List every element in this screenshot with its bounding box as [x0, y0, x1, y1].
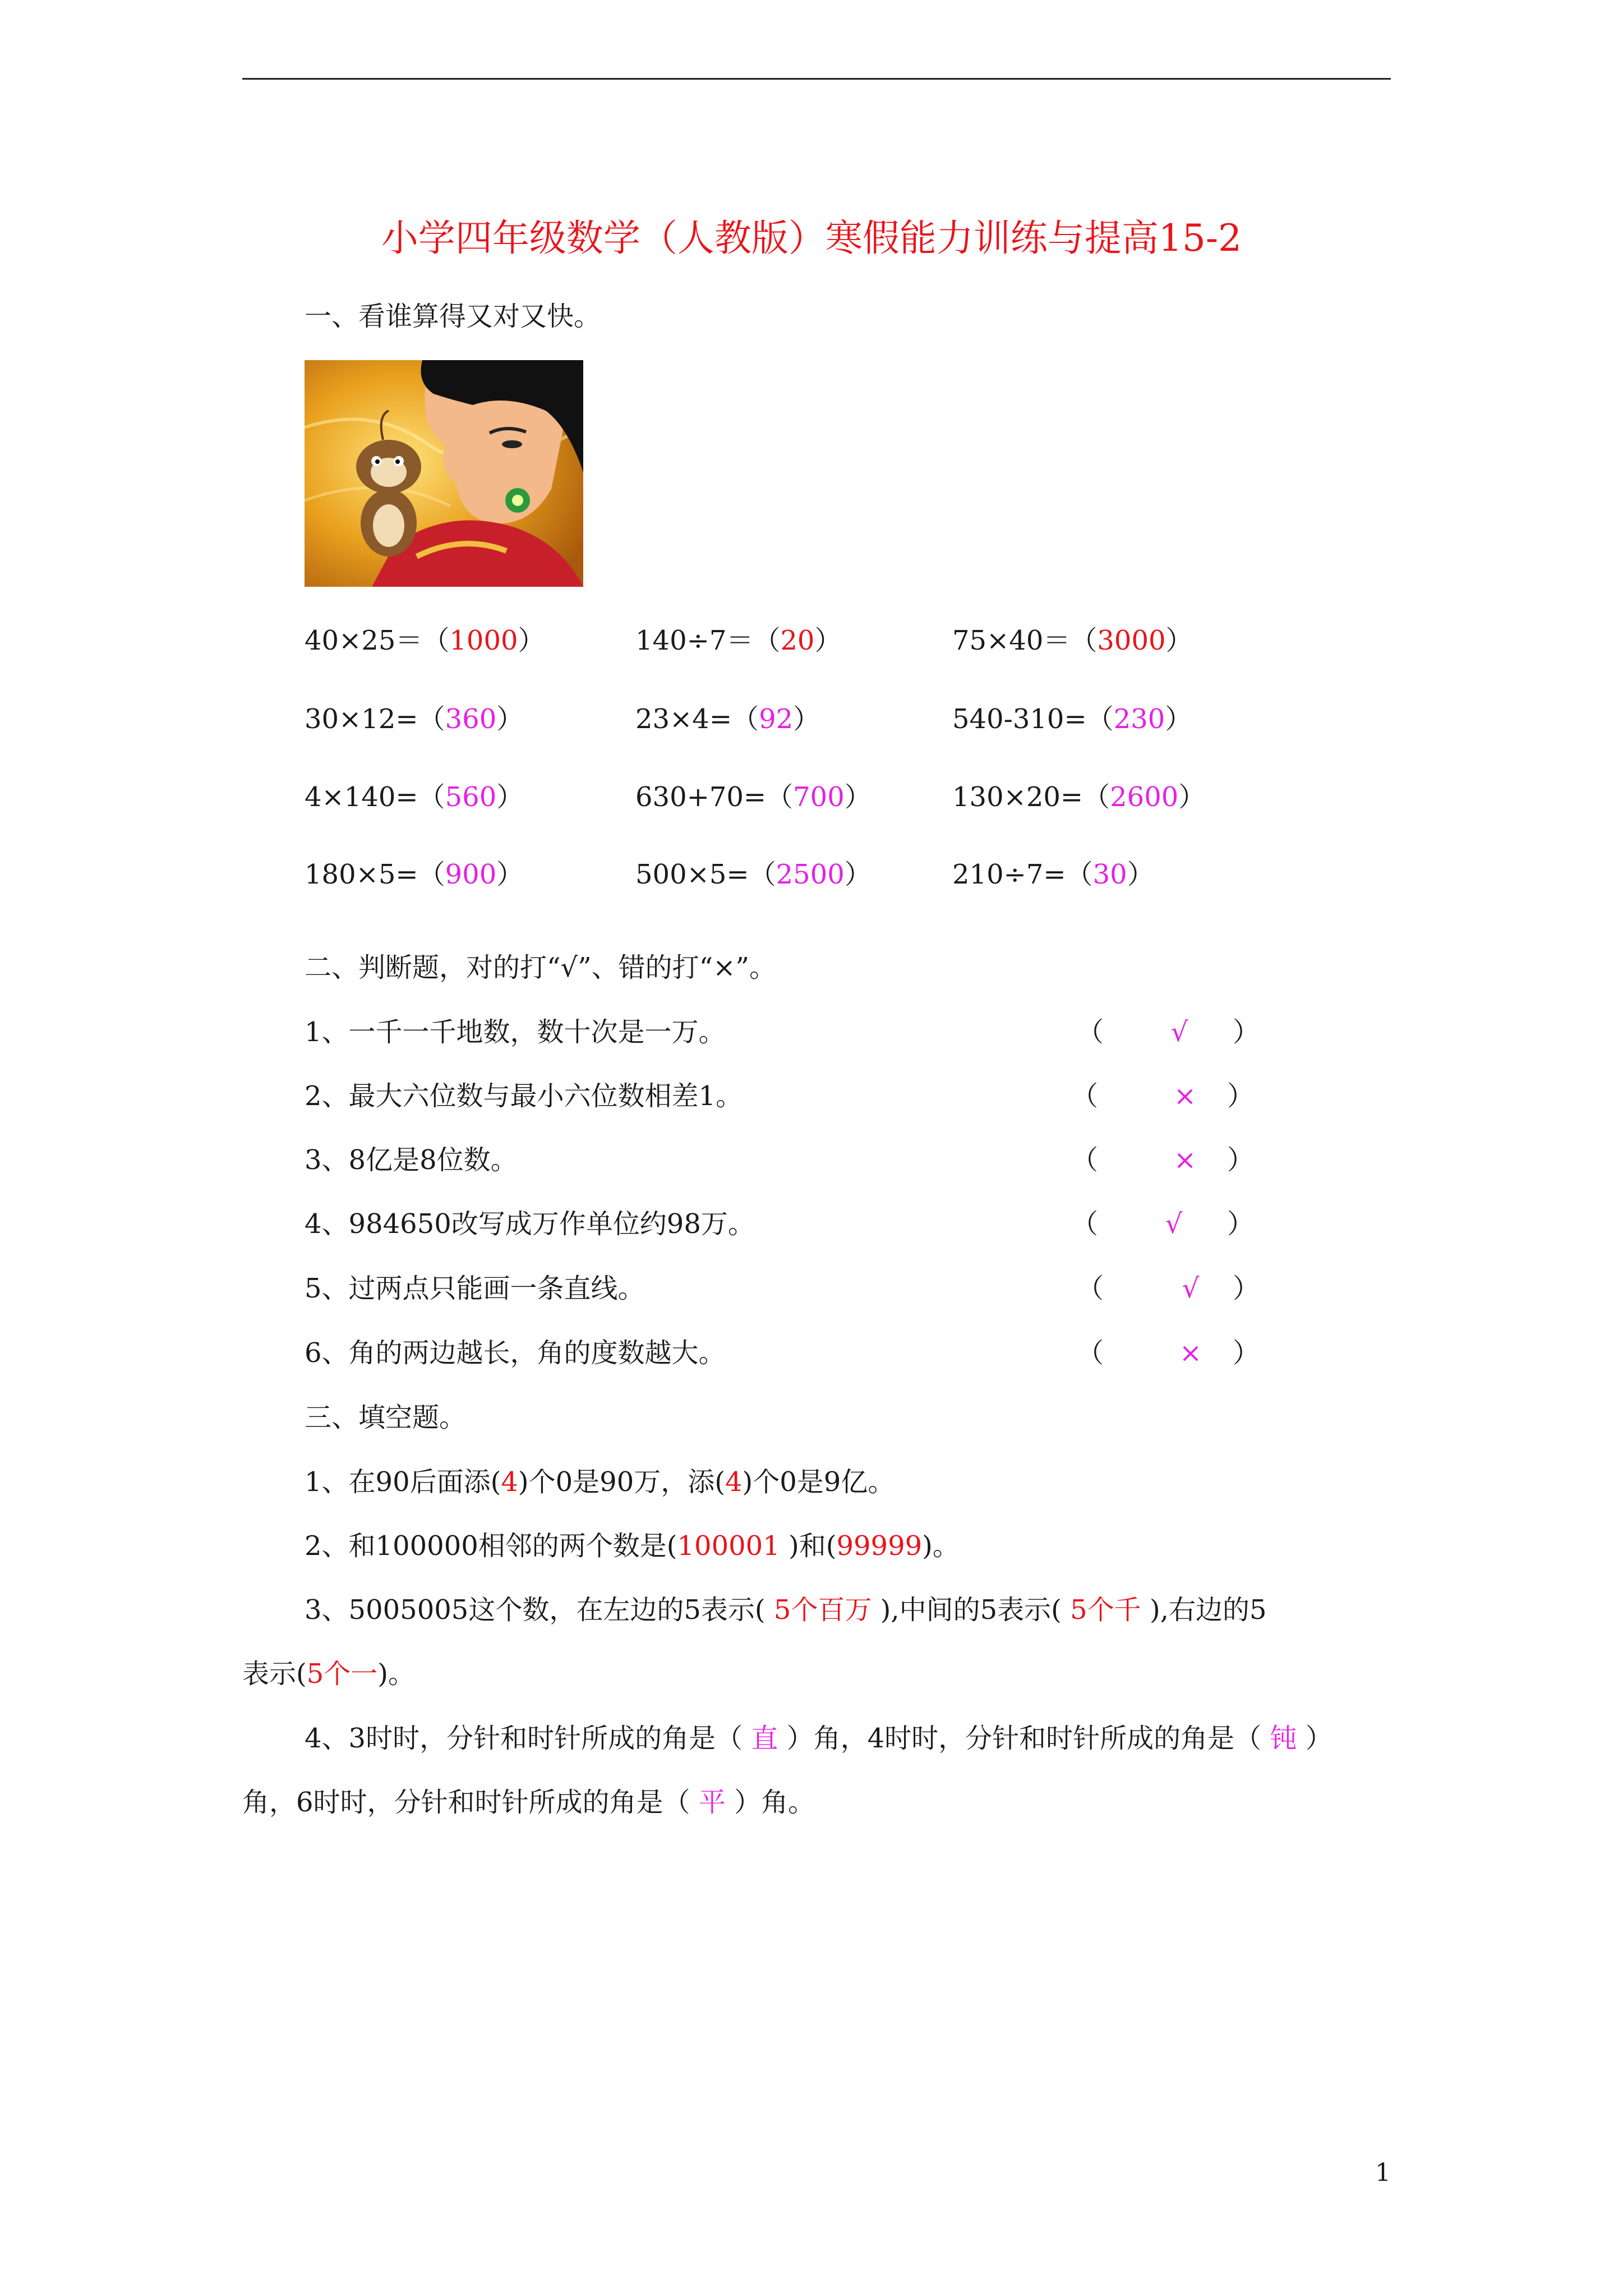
judge-item: 2、最大六位数与最小六位数相差1。: [305, 1080, 743, 1112]
calc-item: 180×5=（900）: [305, 859, 524, 890]
fill-question-4-cont: 角，6时时，分针和时针所成的角是（ 平 ）角。: [242, 1787, 815, 1818]
cross-mark: ×: [1179, 1337, 1202, 1369]
judge-item: 3、8亿是8位数。: [305, 1144, 518, 1176]
calc-item: 40×25＝（1000）: [305, 625, 545, 656]
calc-item: 140÷7＝（20）: [635, 625, 842, 656]
judge-item: 4、984650改写成万作单位约98万。: [305, 1208, 755, 1240]
cartoon-illustration: [305, 360, 583, 587]
check-mark: √: [1165, 1208, 1183, 1240]
judge-answer: （ × ）: [1077, 1335, 1260, 1371]
calc-item: 4×140=（560）: [305, 781, 524, 813]
calc-item: 500×5=（2500）: [635, 859, 872, 890]
calc-item: 630+70=（700）: [635, 781, 872, 813]
section3-heading: 三、填空题。: [305, 1402, 467, 1433]
header-rule: [242, 78, 1391, 80]
fill-question-3: 3、5005005这个数，在左边的5表示( 5个百万 ),中间的5表示( 5个千 ),右边的5: [305, 1594, 1267, 1626]
fill-question-3-cont: 表示(5个一)。: [242, 1658, 416, 1690]
judge-answer: （ √ ）: [1077, 1014, 1260, 1050]
fill-question-1: 1、在90后面添(4)个0是90万，添(4)个0是9亿。: [305, 1466, 895, 1498]
calc-item: 130×20=（2600）: [952, 781, 1206, 813]
judge-item: 1、一千一千地数，数十次是一万。: [305, 1016, 726, 1048]
fill-question-2: 2、和100000相邻的两个数是(100001 )和(99999)。: [305, 1530, 960, 1562]
check-mark: √: [1182, 1273, 1200, 1304]
page-title: 小学四年级数学（人教版）寒假能力训练与提高15-2: [381, 217, 1242, 260]
judge-answer: （ √ ）: [1071, 1206, 1254, 1242]
fill-question-4: 4、3时时，分针和时针所成的角是（ 直 ）角，4时时，分针和时针所成的角是（ 钝 ）: [305, 1723, 1332, 1754]
judge-answer: （ × ）: [1071, 1142, 1254, 1178]
page-number: 1: [1375, 2159, 1391, 2187]
check-mark: √: [1170, 1016, 1188, 1048]
calc-item: 210÷7=（30）: [952, 859, 1154, 890]
judge-answer: （ × ）: [1071, 1078, 1254, 1114]
calc-item: 540-310=（230）: [952, 703, 1192, 735]
cross-mark: ×: [1173, 1080, 1197, 1112]
section2-heading: 二、判断题，对的打“√”、错的打“×”。: [305, 952, 776, 983]
cross-mark: ×: [1173, 1144, 1197, 1176]
section1-heading: 一、看谁算得又对又快。: [305, 301, 601, 332]
calc-item: 75×40＝（3000）: [952, 625, 1193, 656]
judge-item: 5、过两点只能画一条直线。: [305, 1273, 645, 1304]
judge-item: 6、角的两边越长，角的度数越大。: [305, 1337, 726, 1369]
calc-item: 30×12=（360）: [305, 703, 524, 735]
calc-item: 23×4=（92）: [635, 703, 820, 735]
judge-answer: （ √ ）: [1077, 1271, 1260, 1306]
